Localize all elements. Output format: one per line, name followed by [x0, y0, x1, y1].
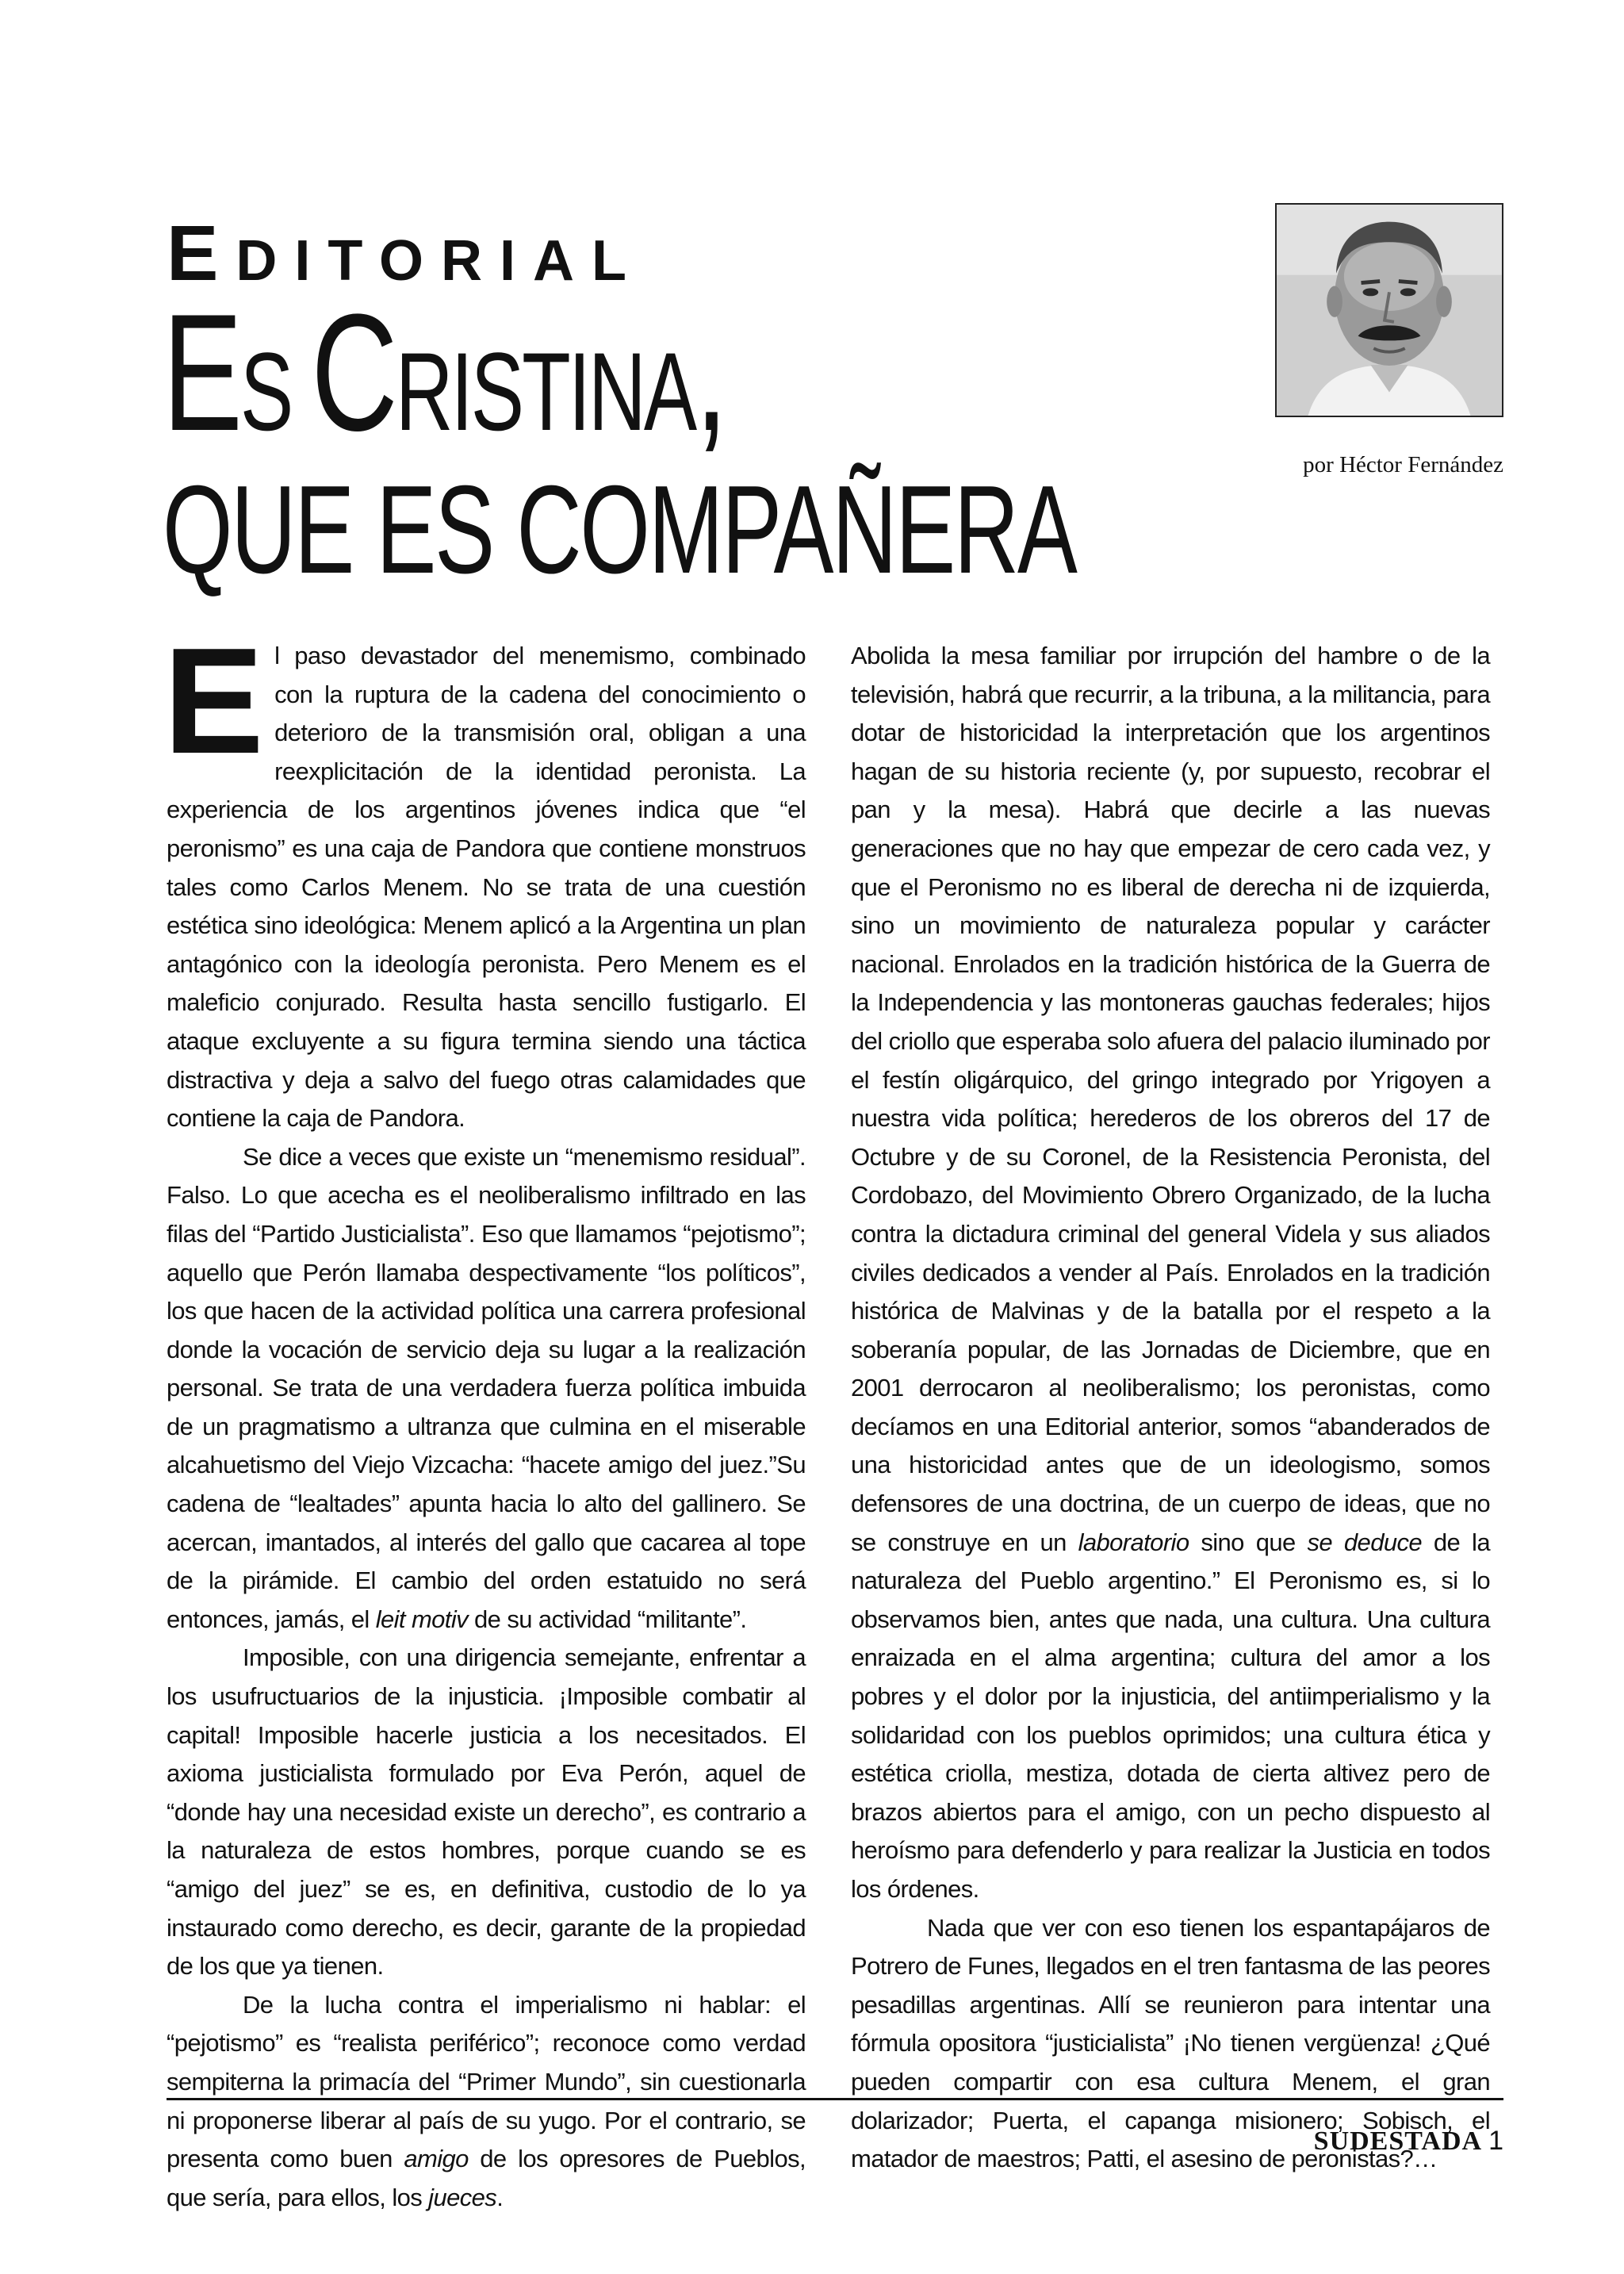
- headline-fragment: E: [163, 279, 240, 466]
- text-run: Imposible, con una dirigencia semejante, enfrentar a los usufructuarios de la injusticia. ¡Imposible combatir al capital! Imposible hacerle justicia a los necesitados. El axioma justicialista formulado por Eva Perón, aquel de “donde hay una necesidad existe un derecho”, es contrario a la naturaleza de estos hombres, porque cuando se es “amigo del juez” se es, en definitiva, custodio de lo ya instaurado como derecho, es decir, garante de la propiedad de los que ya tienen.: [167, 1643, 806, 1981]
- article-paragraph: [163, 617, 806, 1138]
- headline: [163, 279, 1076, 600]
- text-run: sino que: [1189, 1528, 1308, 1556]
- headline-fragment: RISTINA: [395, 329, 695, 454]
- author-portrait-illustration: [1277, 205, 1502, 416]
- text-run: Abolida la mesa familiar por irrupción del hambre o de la televisión, habrá que recurrir, a la tribuna, a la militancia, para dotar de historicidad la interpretación que los argentinos hagan de su historia reciente (y, por supuesto, recobrar el pan y la mesa). Habrá que decirle a las nuevas generaciones que no hay que empezar de cero cada vez, y que el Peronismo no es liberal de derecha ni de izquierda, sino un movimiento de naturaleza popular y carácter nacional. Enrolados en la tradición histórica de la Guerra de la Independencia y las montoneras gauchas federales; hijos del criollo que esperaba solo afuera del palacio iluminado por el festín oligárquico, del gringo integrado por Yrigoyen a nuestra vida política; herederos de los obreros del 17 de Octubre y de su Coronel, de la Resistencia Peronista, del Cordobazo, del Movimiento Obrero Organizado, de la lucha contra la dictadura criminal del general Videla y sus aliados civiles dedicados a vender al País. Enrolados en la tradición histórica de Malvinas y de la batalla por el respeto a la soberanía popular, de las Jornadas de Diciembre, que en 2001 derrocaron al neoliberalismo; los peronistas, como decíamos en una Editorial anterior, somos “abanderados de una historicidad antes que de un ideologismo, somos defensores de una doctrina, de un cuerpo de ideas, que no se construye en un: [851, 642, 1490, 1556]
- byline: por Héctor Fernández: [1303, 452, 1503, 477]
- text-run: l paso devastador del menemismo, combinado con la ruptura de la cadena del conocimiento o deterioro de la transmisión oral, obligan a una reexplicitación de la identidad peronista. La experiencia de los argentinos jóvenes indica que “el peronismo” es una caja de Pandora que contiene monstruos tales como Carlos Menem. No se trata de una cuestión estética sino ideológica: Menem aplicó a la Argentina un plan antagónico con la ideología peronista. Pero Menem es el maleficio conjurado. Resulta hasta sencillo fustigarlo. El ataque excluyente a su figura termina siendo una táctica distractiva y deja a salvo del fuego otras calamidades que contiene la caja de Pandora.: [167, 642, 806, 1133]
- magazine-name: SUDESTADA: [1313, 2126, 1483, 2156]
- italic-text: se deduce: [1307, 1528, 1423, 1556]
- article-column-left: [163, 617, 806, 2217]
- text-run: Nada que ver con eso tienen los espantapájaros de Potrero de Funes, llegados en el tren fantasma de las peores pesadillas argentinas. Allí se reunieron para intentar una fórmula opositora “justicialista” ¡No tienen vergüenza! ¿Qué pueden compartir con esa cultura Menem, el gran dolarizador; Puerta, el capanga misionero; Sobisch, el matador de maestros; Patti, el asesino de peronistas?…: [851, 1913, 1490, 2173]
- article-paragraph: [167, 1138, 806, 1639]
- section-label-rest: DITORIAL: [236, 229, 645, 293]
- page-folio: [1314, 2126, 1503, 2157]
- section-label-initial: E: [167, 209, 236, 297]
- italic-text: amigo: [404, 2145, 469, 2173]
- author-photo: [1275, 203, 1503, 417]
- article-paragraph: [167, 1986, 806, 2218]
- footer-rule: [167, 2098, 1503, 2100]
- text-run: .: [496, 2183, 504, 2211]
- page-number: 1: [1488, 2126, 1503, 2156]
- article-paragraph: [851, 637, 1490, 1909]
- headline-line-1: [163, 279, 1076, 466]
- drop-cap: E: [163, 617, 264, 785]
- text-run: de la naturaleza del Pueblo argentino.” El Peronismo es, si lo observamos bien, antes que nada, una cultura. Una cultura enraizada en el alma argentina; cultura del amor a los pobres y el dolor por la injusticia, del antiimperialismo y la solidaridad con los pueblos oprimidos; una cultura ética y estética criolla, mestiza, dotada de cierta altivez pero de brazos abiertos para el amigo, con un pecho dispuesto al heroísmo para defenderlo y para realizar la Justicia en todos los órdenes.: [851, 1528, 1490, 1903]
- article-column-right: [851, 637, 1490, 2179]
- headline-fragment: C: [311, 279, 396, 466]
- italic-text: jueces: [428, 2183, 497, 2211]
- text-run: De la lucha contra el imperialismo ni hablar: el “pejotismo” es “realista periférico”; reconoce como verdad sempiterna la primacía del “Primer Mundo”, sin cuestionarla ni proponerse liberar al país de su yugo. Por el contrario, se presenta como buen: [167, 1990, 806, 2173]
- headline-fragment: S: [239, 329, 312, 454]
- article-paragraph: [167, 1639, 806, 1985]
- headline-fragment: ,: [695, 279, 726, 466]
- italic-text: laboratorio: [1078, 1528, 1189, 1556]
- italic-text: leit motiv: [375, 1605, 469, 1633]
- text-run: Se dice a veces que existe un “menemismo residual”. Falso. Lo que acecha es el neoliberalismo infiltrado en las filas del “Partido Justicialista”. Eso que llamamos “pejotismo”; aquello que Perón llamaba despectivamente “los políticos”, los que hacen de la actividad política una carrera profesional donde la vocación de servicio deja su lugar a la realización personal. Se trata de una verdadera fuerza política imbuida de un pragmatismo a ultranza que culmina en el miserable alcahuetismo del Viejo Vizcacha: “hacete amigo del juez.”Su cadena de “lealtades” apunta hacia lo alto del gallinero. Se acercan, imantados, al interés del gallo que cacarea al tope de la pirámide. El cambio del orden estatuido no será entonces, jamás, el: [167, 1142, 806, 1633]
- text-run: de su actividad “militante”.: [468, 1605, 747, 1633]
- headline-line-2: QUE ES COMPAÑERA: [163, 460, 1076, 600]
- text-run: de los opresores de Pueblos, que sería, para ellos, los: [167, 2145, 806, 2211]
